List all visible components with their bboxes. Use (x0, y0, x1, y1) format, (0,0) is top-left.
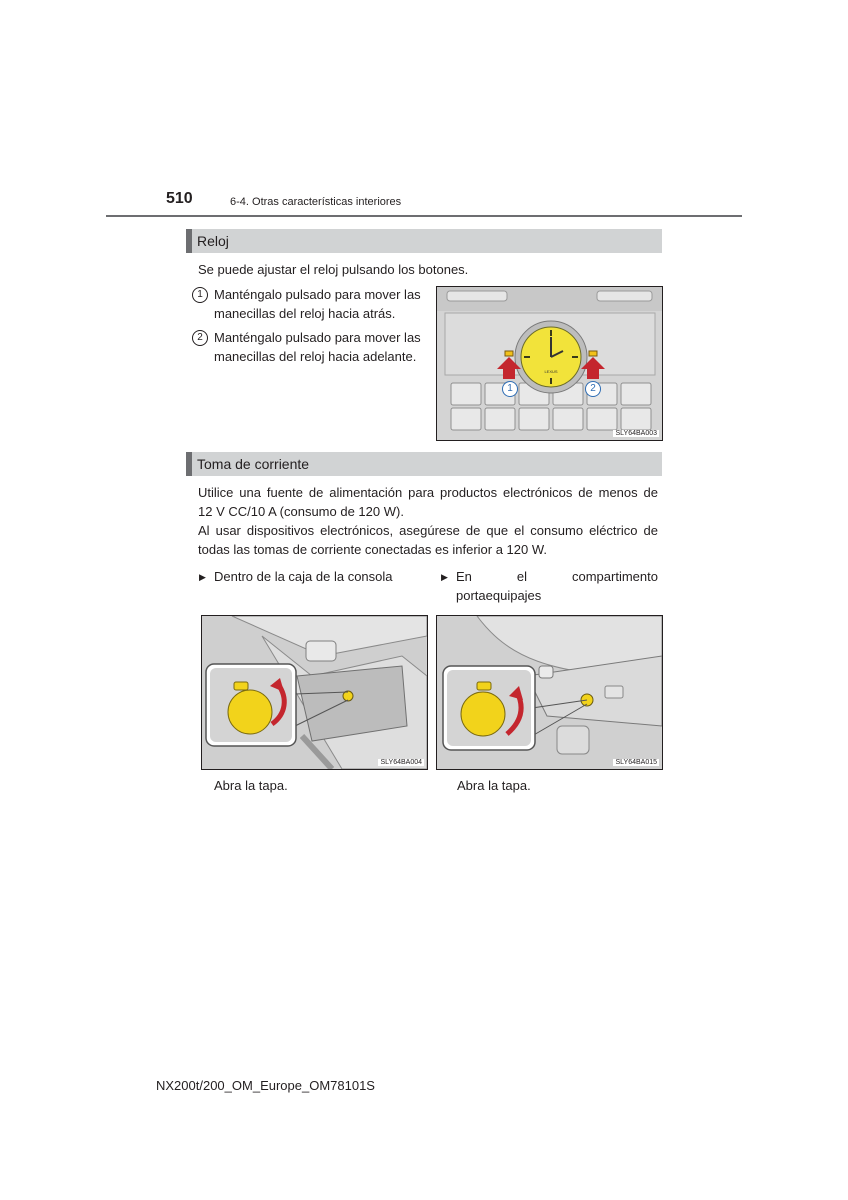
caption-console: Abra la tapa. (214, 778, 288, 793)
step-marker-2: 2 (192, 330, 208, 346)
bullet-luggage-line-2: portaequipajes (456, 588, 542, 603)
clock-intro: Se puede ajustar el reloj pulsando los botones. (198, 262, 469, 277)
step-2-line-2: manecillas del reloj hacia adelante. (214, 349, 417, 364)
step-1-text (214, 285, 421, 323)
power-paragraph-1-line-1: Utilice una fuente de alimentación para productos electrónicos de menos de (198, 485, 658, 500)
figure-code-luggage: SLY64BA015 (615, 759, 657, 766)
step-1-line-2: manecillas del reloj hacia atrás. (214, 306, 396, 321)
bullet-luggage (456, 567, 658, 605)
step-marker-1: 1 (192, 287, 208, 303)
section-heading-clock-title: Reloj (197, 233, 229, 249)
bullet-luggage-line-1 (456, 567, 658, 586)
step-2-text (214, 328, 421, 366)
chapter-title: 6-4. Otras características interiores (230, 196, 402, 208)
bullet-luggage-word-1: En (456, 569, 472, 584)
bullet-arrow-icon: ▶ (441, 572, 448, 582)
figure-code-console: SLY64BA004 (380, 759, 422, 766)
console-socket-figure (201, 615, 428, 770)
callout-1: 1 (502, 381, 518, 397)
step-1-line-1: Manténgalo pulsado para mover las (214, 287, 421, 302)
footer-document-code: NX200t/200_OM_Europe_OM78101S (156, 1078, 375, 1093)
clock-logo: LEXUS (544, 369, 558, 374)
power-paragraph-1-line-2: 12 V CC/10 A (consumo de 120 W). (198, 504, 404, 519)
bullet-console-box: Dentro de la caja de la consola (214, 569, 393, 584)
power-paragraph-2-line-1: Al usar dispositivos electrónicos, asegúrese de que el consumo eléctrico de (198, 523, 658, 538)
power-paragraph-2 (198, 521, 658, 559)
bullet-arrow-icon: ▶ (199, 572, 206, 582)
figure-code-clock: SLY64BA003 (615, 430, 657, 437)
luggage-socket-figure (436, 615, 663, 770)
callout-2: 2 (585, 381, 601, 397)
section-heading-clock (186, 229, 662, 253)
power-paragraph-2-line-2: todas las tomas de corriente conectadas es inferior a 120 W. (198, 542, 548, 557)
page-number: 510 (166, 190, 193, 207)
section-heading-power-title: Toma de corriente (197, 456, 310, 472)
section-heading-power (186, 452, 662, 476)
bullet-luggage-word-2: el (516, 569, 528, 584)
power-paragraph-1 (198, 483, 658, 521)
header-rule (106, 215, 742, 217)
caption-luggage: Abra la tapa. (457, 778, 531, 793)
step-2-line-1: Manténgalo pulsado para mover las (214, 330, 421, 345)
bullet-luggage-word-3: compartimento (572, 569, 658, 584)
section-heading-marker (186, 229, 192, 253)
clock-figure (436, 286, 663, 441)
section-heading-marker (186, 452, 192, 476)
